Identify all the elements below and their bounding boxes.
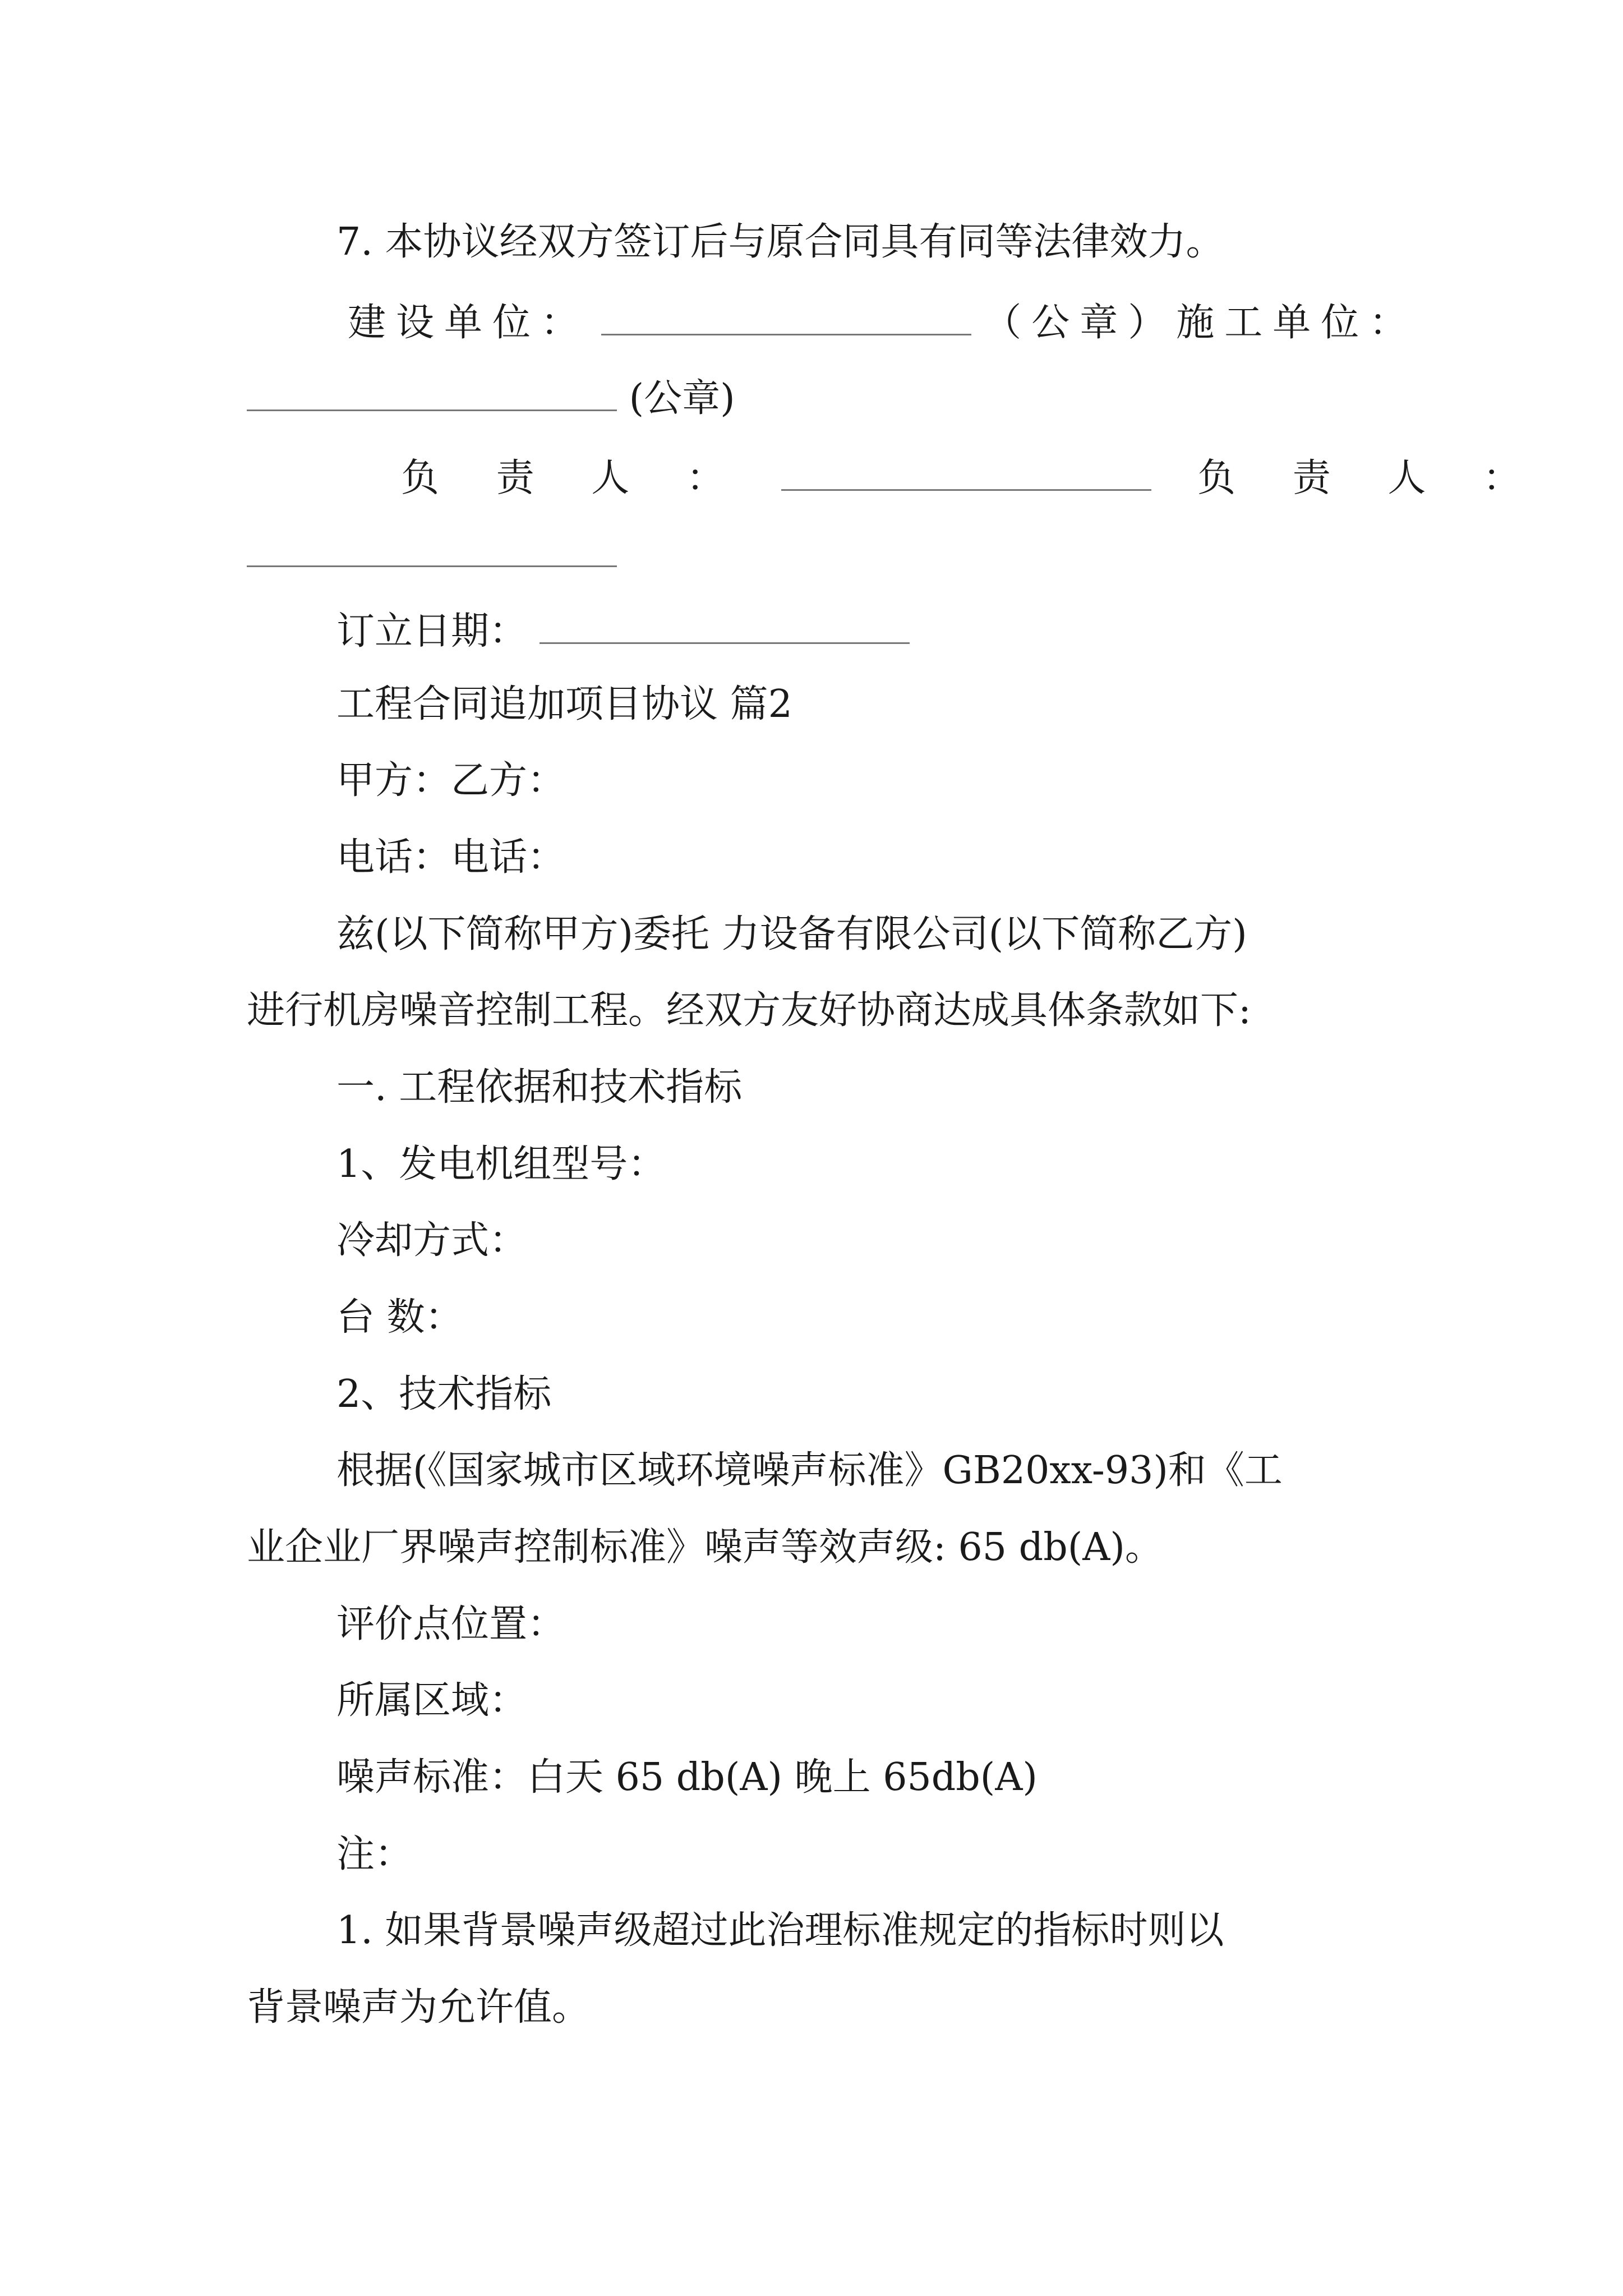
item-tech-indicators bbox=[336, 1372, 552, 1416]
construction-unit-label: 建设单位： bbox=[348, 301, 589, 345]
responsible-person-label-b: 负 责 人 ： bbox=[1197, 456, 1543, 500]
responsible-person-blank-a bbox=[781, 455, 1151, 491]
paragraph-standard-text-1: 根据(《国家城市区域环境噪声标准》GB20xx-93)和《工 bbox=[336, 1448, 1283, 1493]
construction-unit-blank bbox=[601, 300, 971, 335]
seal-and-contractor-label: （公章）施工单位： bbox=[983, 301, 1418, 345]
heading-basis-text: 一. 工程依据和技术指标 bbox=[336, 1065, 743, 1110]
item-region-text: 所属区域： bbox=[336, 1678, 528, 1723]
item-generator-model-text: 1、发电机组型号： bbox=[336, 1142, 666, 1186]
note-1-text-2: 背景噪声为允许值。 bbox=[247, 1985, 591, 2030]
item-evaluation-point bbox=[336, 1602, 566, 1646]
section-title-text: 工程合同追加项目协议 篇2 bbox=[336, 682, 792, 726]
signature-row-person-blank bbox=[247, 532, 617, 574]
responsible-person-label-a: 负 责 人 ： bbox=[401, 456, 747, 500]
phone-row bbox=[336, 835, 566, 880]
note-heading bbox=[336, 1832, 413, 1876]
party-row bbox=[336, 758, 566, 803]
note-1-text-1: 1. 如果背景噪声级超过此治理标准规定的指标时则以 bbox=[336, 1908, 1224, 1953]
item-evaluation-point-text: 评价点位置： bbox=[336, 1602, 566, 1646]
party-row-text: 甲方：乙方： bbox=[336, 758, 566, 803]
note-heading-text: 注： bbox=[336, 1832, 413, 1876]
responsible-person-blank-b bbox=[247, 532, 617, 567]
signing-date-label: 订立日期： bbox=[336, 609, 528, 654]
paragraph-intro-line-1 bbox=[336, 912, 1247, 956]
item-tech-indicators-text: 2、技术指标 bbox=[336, 1372, 552, 1416]
note-1-line-1 bbox=[336, 1908, 1224, 1953]
section-title bbox=[336, 682, 792, 726]
contractor-unit-blank bbox=[247, 376, 617, 411]
signature-row-persons bbox=[401, 455, 1543, 498]
item-region bbox=[336, 1678, 528, 1723]
item-noise-standard-text: 噪声标准：白天 65 db(A) 晚上 65db(A) bbox=[336, 1755, 1038, 1800]
paragraph-standard-text-2: 业企业厂界噪声控制标准》噪声等效声级: 65 db(A)。 bbox=[247, 1525, 1163, 1570]
item-cooling-method-text: 冷却方式： bbox=[336, 1218, 528, 1263]
paragraph-intro-line-2 bbox=[247, 988, 1251, 1033]
item-unit-count bbox=[336, 1295, 463, 1340]
item-noise-standard bbox=[336, 1755, 1038, 1800]
item-generator-model bbox=[336, 1142, 666, 1186]
paragraph-intro-text-1: 兹(以下简称甲方)委托 力设备有限公司(以下简称乙方) bbox=[336, 912, 1247, 956]
phone-row-text: 电话：电话： bbox=[336, 835, 566, 880]
seal-label: (公章) bbox=[629, 376, 735, 421]
clause-7-text: 7. 本协议经双方签订后与原合同具有同等法律效力。 bbox=[336, 220, 1224, 264]
paragraph-standard-line-1 bbox=[336, 1448, 1283, 1493]
paragraph-intro-text-2: 进行机房噪音控制工程。经双方友好协商达成具体条款如下: bbox=[247, 988, 1251, 1033]
signing-date-blank bbox=[540, 609, 910, 644]
item-unit-count-text: 台 数： bbox=[336, 1295, 463, 1340]
note-1-line-2 bbox=[247, 1985, 591, 2030]
signature-row-seal bbox=[247, 376, 735, 421]
paragraph-standard-line-2 bbox=[247, 1525, 1163, 1570]
signing-date-row bbox=[336, 609, 910, 654]
item-cooling-method bbox=[336, 1218, 528, 1263]
clause-7 bbox=[336, 220, 1224, 264]
heading-basis bbox=[336, 1065, 743, 1110]
signature-row-units bbox=[348, 300, 1418, 345]
